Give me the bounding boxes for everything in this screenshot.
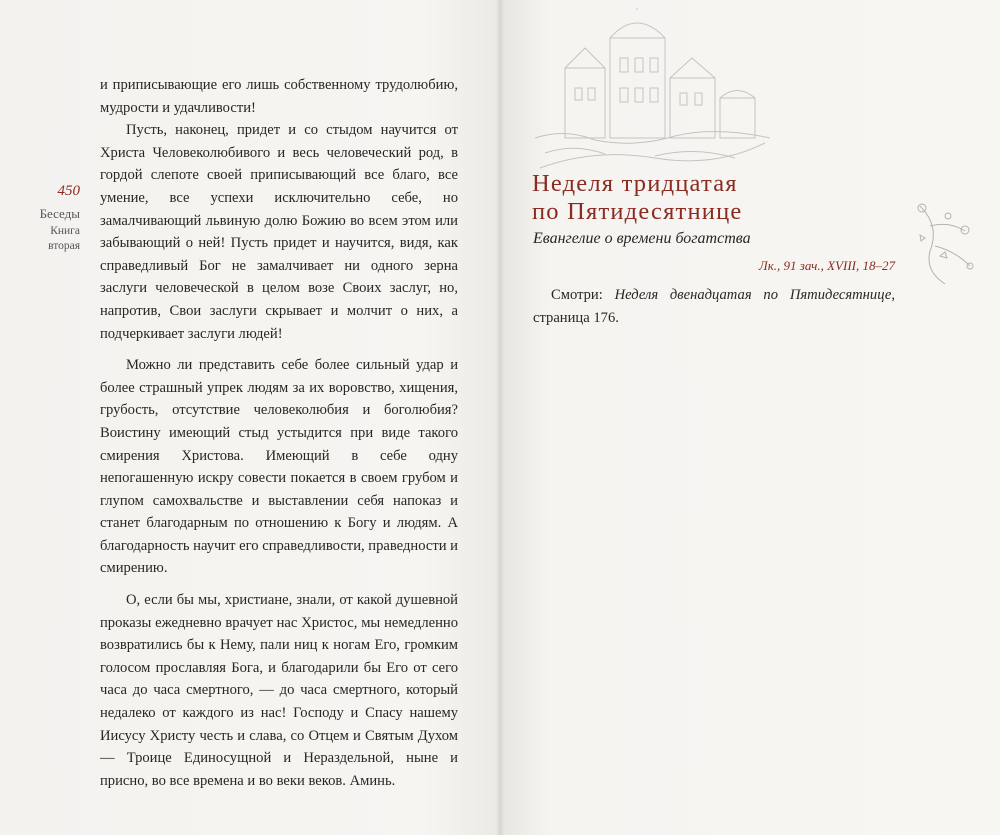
monastery-drawing-icon xyxy=(535,8,770,173)
page-number: 450 xyxy=(57,183,80,199)
gutter xyxy=(496,0,504,835)
scripture-reference: Лк., 91 зач., XVIII, 18–27 xyxy=(758,258,895,273)
see-label: Смотри: xyxy=(551,287,603,303)
chapter-title xyxy=(532,170,912,226)
left-body-text xyxy=(100,74,458,792)
see-reference: Неделя двенадцатая по Пятидесятнице xyxy=(614,287,892,303)
paragraph: и приписывающие его лишь собственному трудолюбию, мудрости и удачливости! xyxy=(100,77,458,116)
cross-reference xyxy=(533,284,895,329)
running-head-book-line2: вторая xyxy=(48,240,80,252)
chapter-title-line2: по Пятидесятнице xyxy=(532,198,743,225)
running-head-book xyxy=(20,224,80,254)
chapter-subtitle: Евангелие о времени богатства xyxy=(533,230,751,247)
floral-ornament-icon xyxy=(910,196,980,286)
chapter-title-line1: Неделя тридцатая xyxy=(532,170,738,197)
running-head-title: Беседы xyxy=(39,206,80,221)
paragraph: Пусть, наконец, придет и со стыдом научится от Христа Человеколюбивого и весь человеческий род, в гордой слепоте своей приписывающий все благо, все умение, все успехи исключительно себе, но замалчивающий львиную долю Божию во всем этом или забывающий о ней! Пусть придет и научится, видя, как справедливый Бог не замалчивает ни одного зерна заслуги человеческой в целом возе Своих заслуг, но, напротив, Свои заслуги скрывает и молчит о них, а подчеркивает заслуги людей! xyxy=(100,122,458,342)
running-head-book-line1: Книга xyxy=(50,225,80,237)
paragraph: Можно ли представить себе более сильный удар и более страшный упрек людям за их воровство, хищения, грубость, отсутствие человеколюбия и боголюбия? Воистину имеющий стыд устыдится при виде такого смирения Христова. Имеющий в себе одну непогашенную искру совести покается в своем грубом и глупом самохвальстве и выставлении себя напоказ и станет благодарным по отношению к Богу и людям. А благодарность научит его справедливости, праведности и смирению. xyxy=(100,357,458,577)
paragraph: О, если бы мы, христиане, знали, от какой душевной проказы ежедневно врачует нас Христос, мы немедленно возвратились бы к Нему, пали ниц к ногам Его, громким голосом прославляя Бога, и благодарили бы Его от сего часа до часа смертного, — до часа смертного, который недалеко от каждого из нас! Господу и Спасу нашему Иисусу Христу честь и слава, со Отцем и Святым Духом — Троице Единосущной и Нераздельной, ныне и присно, во все времена и во веки веков. Аминь. xyxy=(100,592,458,789)
cross-reference-paragraph xyxy=(533,284,895,329)
see-rest: , страница 176. xyxy=(533,287,895,326)
